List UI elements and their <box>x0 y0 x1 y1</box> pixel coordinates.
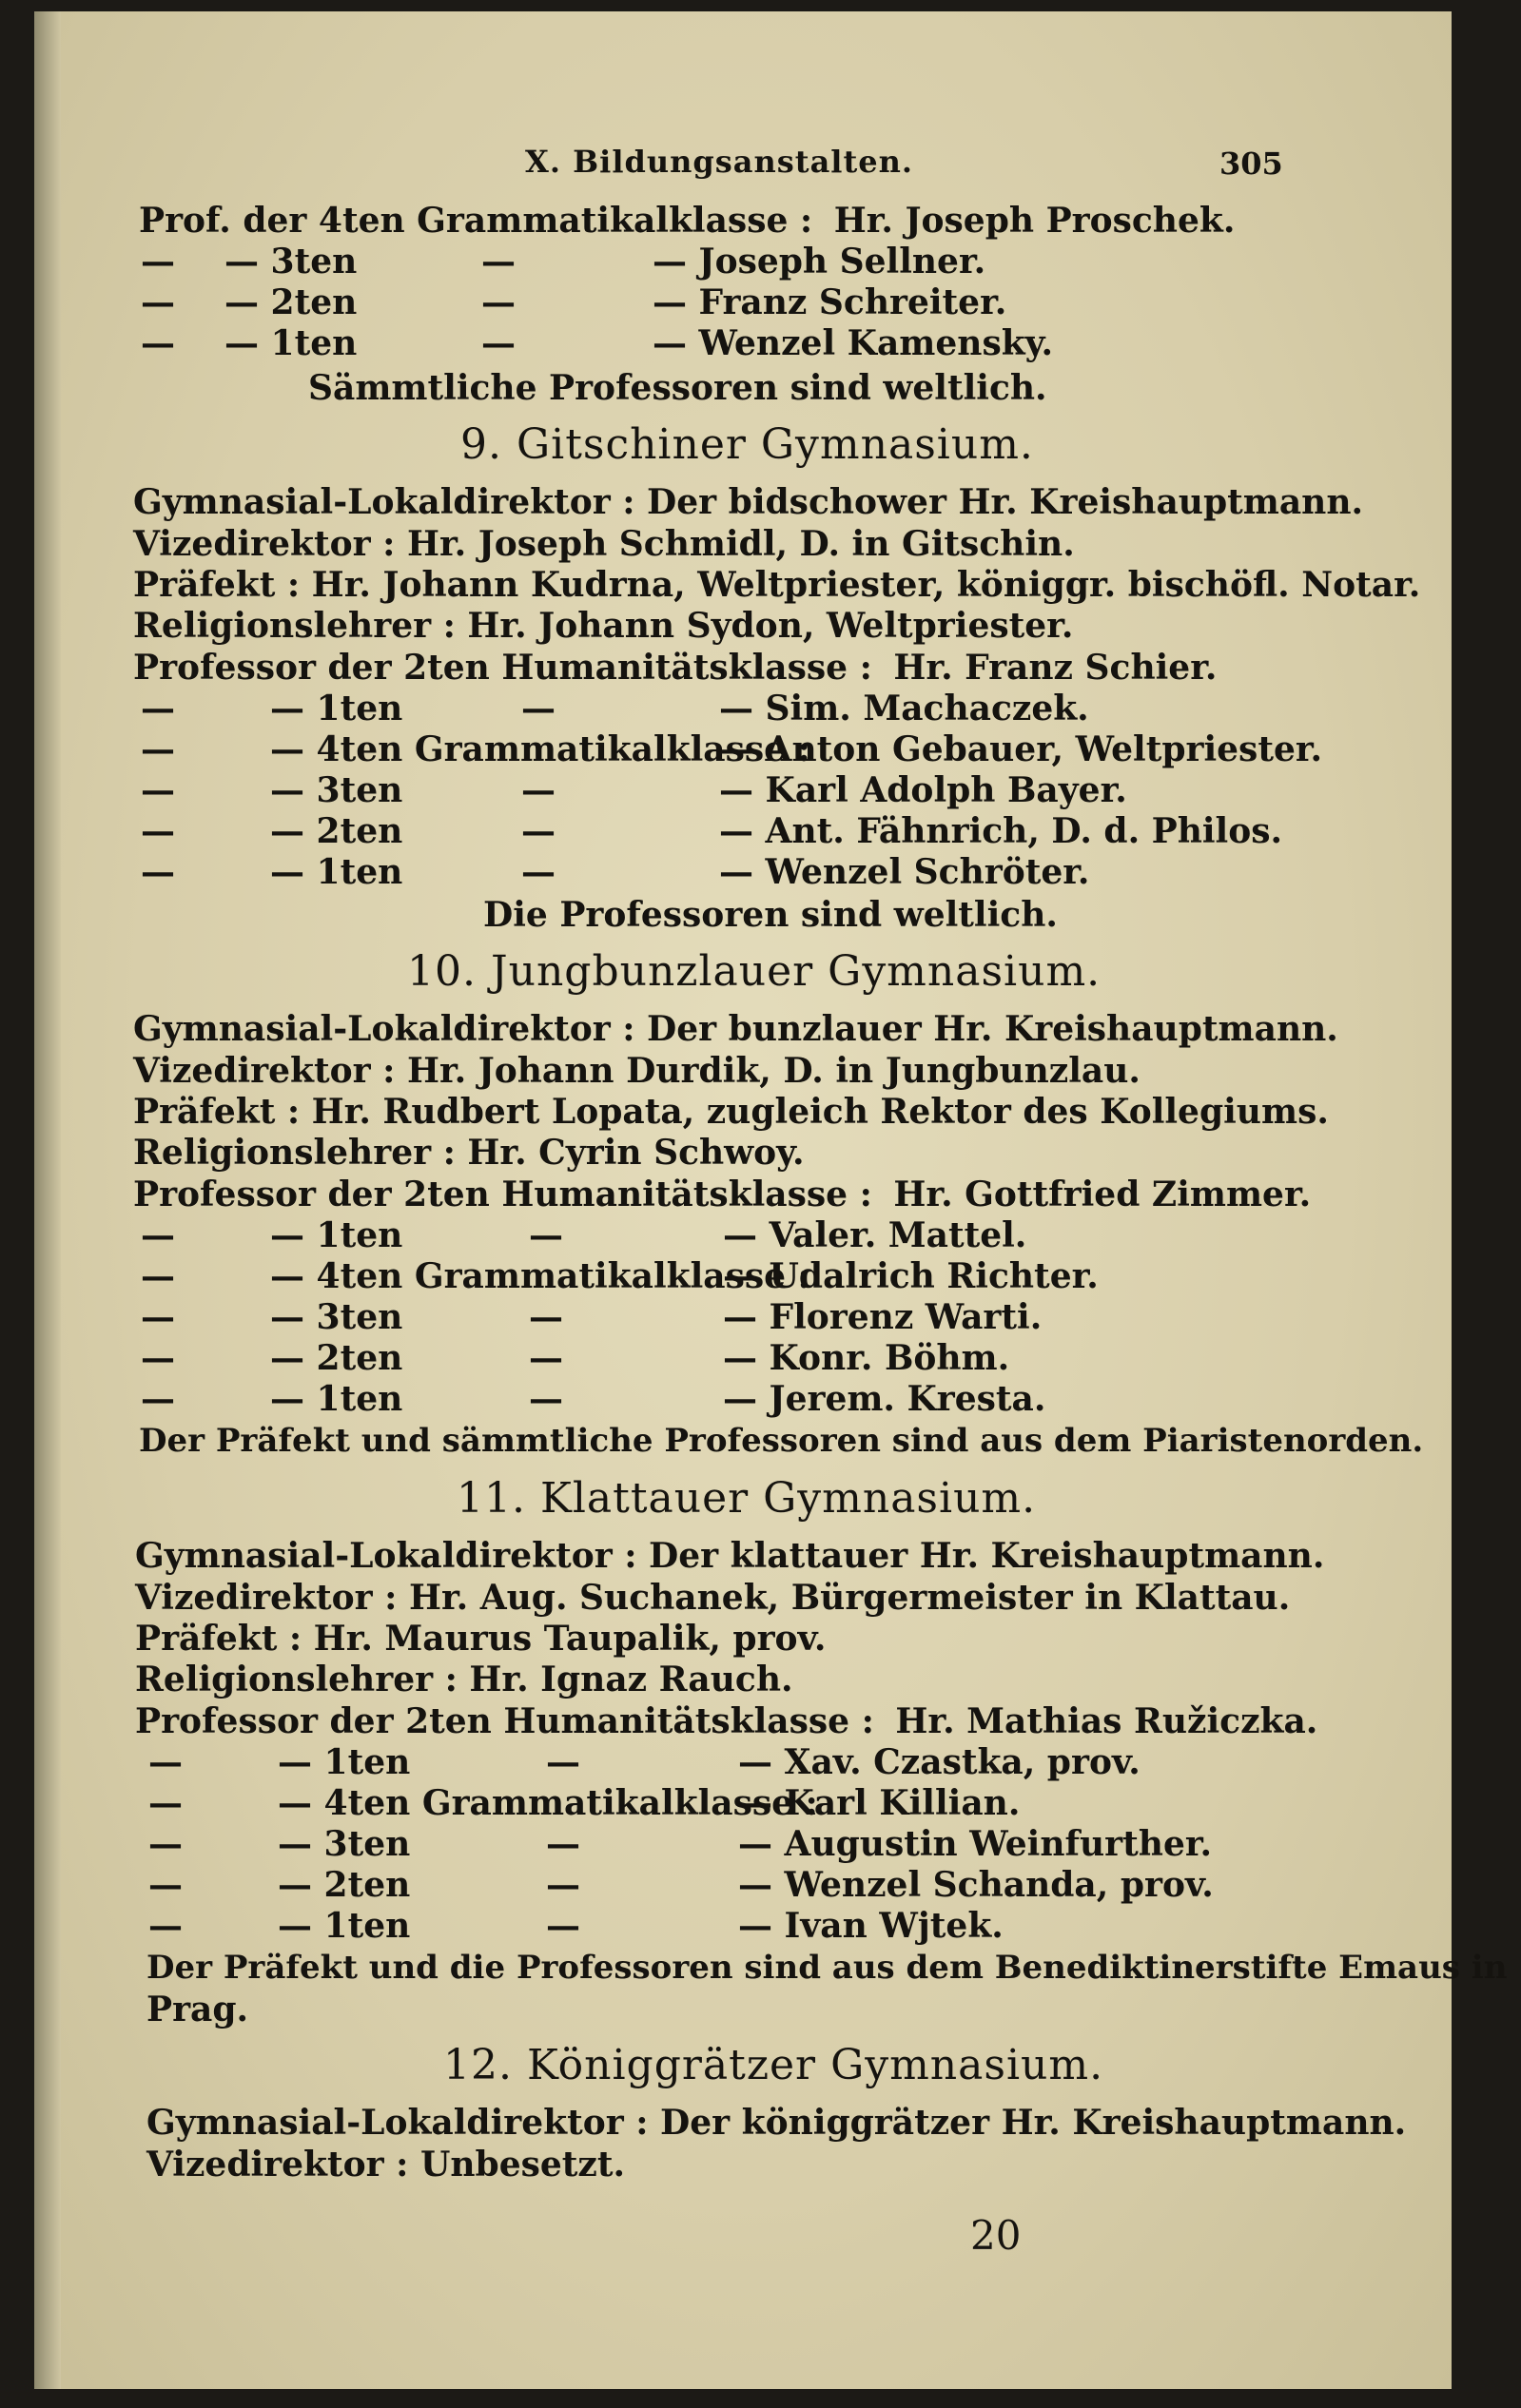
dash: — <box>521 770 556 810</box>
class-label: — 3ten <box>270 1297 403 1337</box>
dash: — <box>481 242 516 282</box>
dash: — <box>148 1906 183 1946</box>
teacher-name: — Wenzel Schanda, prov. <box>738 1865 1214 1905</box>
teacher-name: — Xav. Czastka, prov. <box>738 1742 1141 1782</box>
class-label: — 1ten <box>224 323 358 363</box>
top-row-1 <box>34 244 1452 282</box>
lokaldirektor-line: Gymnasial-Lokaldirektor : Der bidschower Hr. Kreishauptmann. <box>133 482 1364 522</box>
class-row <box>34 1865 1452 1906</box>
dash: — <box>141 852 175 892</box>
teacher-name: — Florenz Warti. <box>723 1297 1043 1337</box>
teacher-name: — Ant. Fähnrich, D. d. Philos. <box>719 811 1283 851</box>
top-note: Sämmtliche Professoren sind weltlich. <box>308 368 1047 408</box>
class-row <box>34 811 1452 852</box>
section-heading-11: 11. Klattauer Gymnasium. <box>457 1474 1037 1523</box>
professor-head <box>133 648 1218 688</box>
class-label: — 3ten <box>270 770 403 810</box>
dash: — <box>141 242 175 282</box>
teacher-name: — Konr. Böhm. <box>723 1338 1010 1378</box>
top-row-0 <box>139 201 1236 241</box>
teacher-name: — Augustin Weinfurther. <box>738 1824 1213 1864</box>
class-label: — 1ten <box>278 1742 411 1782</box>
vizedirektor-line: Vizedirektor : Hr. Johann Durdik, D. in Jungbunzlau. <box>133 1051 1141 1091</box>
class-row <box>34 852 1452 893</box>
page-number: 305 <box>1219 146 1283 182</box>
dash: — <box>141 770 175 810</box>
top-row-0-name: Hr. Joseph Proschek. <box>833 201 1236 241</box>
professor-head-label: Professor der 2ten Humanitätsklasse : <box>133 1175 872 1214</box>
dash: — <box>546 1824 580 1864</box>
top-row-3 <box>34 323 1452 364</box>
dash: — <box>141 1338 175 1378</box>
section-note: Die Professoren sind weltlich. <box>483 895 1058 935</box>
class-label: — 4ten Grammatikalklasse : <box>278 1783 818 1823</box>
dash: — <box>141 282 175 322</box>
teacher-name: — Ivan Wjtek. <box>738 1906 1004 1946</box>
religionslehrer-line: Religionslehrer : Hr. Johann Sydon, Weltpriester. <box>133 606 1074 646</box>
class-label: — 1ten <box>270 852 403 892</box>
dash: — <box>141 1256 175 1296</box>
teacher-name: — Karl Adolph Bayer. <box>719 770 1127 810</box>
class-label: — 2ten <box>270 1338 403 1378</box>
teacher-name: — Karl Killian. <box>738 1783 1021 1823</box>
teacher-name: — Joseph Sellner. <box>653 242 986 282</box>
vizedirektor-line: Vizedirektor : Hr. Aug. Suchanek, Bürgermeister in Klattau. <box>135 1578 1291 1618</box>
class-label: — 3ten <box>278 1824 411 1864</box>
class-row <box>34 1379 1452 1420</box>
class-label: — 3ten <box>224 242 358 282</box>
class-label: — 4ten Grammatikalklasse : <box>270 729 810 769</box>
class-row <box>34 1338 1452 1379</box>
page-gutter <box>34 11 61 2389</box>
religionslehrer-line: Religionslehrer : Hr. Ignaz Rauch. <box>135 1660 793 1699</box>
section-heading-9: 9. Gitschiner Gymnasium. <box>460 420 1034 469</box>
class-row <box>34 1215 1452 1256</box>
dash: — <box>529 1215 563 1255</box>
class-label: — 1ten <box>270 1379 403 1419</box>
dash: — <box>141 729 175 769</box>
section-heading-10: 10. Jungbunzlauer Gymnasium. <box>407 947 1102 996</box>
dash: — <box>148 1742 183 1782</box>
dash: — <box>546 1906 580 1946</box>
dash: — <box>521 852 556 892</box>
top-row-2 <box>34 282 1452 323</box>
dash: — <box>148 1865 183 1905</box>
teacher-name: — Franz Schreiter. <box>653 282 1007 322</box>
lokaldirektor-line: Gymnasial-Lokaldirektor : Der klattauer Hr. Kreishauptmann. <box>135 1536 1325 1576</box>
professor-head-name: Hr. Gottfried Zimmer. <box>893 1175 1312 1214</box>
teacher-name: — Anton Gebauer, Weltpriester. <box>719 729 1323 769</box>
dash: — <box>529 1338 563 1378</box>
professor-head-name: Hr. Mathias Ružiczka. <box>895 1701 1318 1741</box>
dash: — <box>141 1215 175 1255</box>
signature-mark: 20 <box>970 2212 1022 2259</box>
class-row <box>34 1742 1452 1783</box>
dash: — <box>481 323 516 363</box>
section-heading-12: 12. Königgrätzer Gymnasium. <box>443 2041 1104 2089</box>
class-row <box>34 1256 1452 1297</box>
vizedirektor-line: Vizedirektor : Hr. Joseph Schmidl, D. in Gitschin. <box>133 524 1075 564</box>
section-note: Der Präfekt und die Professoren sind aus dem Benediktinerstifte Emaus in <box>146 1949 1508 1987</box>
class-label: — 1ten <box>278 1906 411 1946</box>
class-label: — 1ten <box>270 1215 403 1255</box>
professor-head <box>133 1177 1311 1212</box>
dash: — <box>529 1379 563 1419</box>
professor-head-label: Professor der 2ten Humanitätsklasse : <box>135 1701 874 1741</box>
class-row <box>34 770 1452 811</box>
lokaldirektor-line: Gymnasial-Lokaldirektor : Der bunzlauer Hr. Kreishauptmann. <box>133 1009 1338 1049</box>
teacher-name: — Valer. Mattel. <box>723 1215 1027 1255</box>
dash: — <box>529 1297 563 1337</box>
class-row <box>34 691 1452 729</box>
class-label: — 2ten <box>224 282 358 322</box>
class-row <box>34 1783 1452 1824</box>
dash: — <box>546 1742 580 1782</box>
book-page <box>34 11 1508 2389</box>
professor-head <box>135 1701 1318 1741</box>
teacher-name: — Wenzel Kamensky. <box>653 323 1053 363</box>
teacher-name: — Wenzel Schröter. <box>719 852 1090 892</box>
dash: — <box>148 1783 183 1823</box>
class-row <box>34 729 1452 770</box>
religionslehrer-line: Religionslehrer : Hr. Cyrin Schwoy. <box>133 1133 805 1173</box>
lokaldirektor-line: Gymnasial-Lokaldirektor : Der königgrätzer Hr. Kreishauptmann. <box>146 2103 1407 2143</box>
teacher-name: — Udalrich Richter. <box>723 1256 1099 1296</box>
class-row <box>34 1906 1452 1947</box>
class-label: — 1ten <box>270 689 403 728</box>
praefekt-line: Präfekt : Hr. Johann Kudrna, Weltpriester, königgr. bischöfl. Notar. <box>133 565 1421 605</box>
section-note-cont: Prag. <box>146 1990 249 2029</box>
top-row-0-label: Prof. der 4ten Grammatikalklasse : <box>139 201 813 241</box>
dash: — <box>521 689 556 728</box>
class-row <box>34 1824 1452 1865</box>
class-label: — 2ten <box>278 1865 411 1905</box>
praefekt-line: Präfekt : Hr. Maurus Taupalik, prov. <box>135 1619 827 1659</box>
vizedirektor-line: Vizedirektor : Unbesetzt. <box>146 2145 625 2185</box>
dash: — <box>521 811 556 851</box>
professor-head-label: Professor der 2ten Humanitätsklasse : <box>133 648 872 688</box>
dash: — <box>141 811 175 851</box>
praefekt-line: Präfekt : Hr. Rudbert Lopata, zugleich Rektor des Kollegiums. <box>133 1092 1329 1132</box>
section-note: Der Präfekt und sämmtliche Professoren sind aus dem Piaristenorden. <box>139 1422 1424 1460</box>
dash: — <box>148 1824 183 1864</box>
teacher-name: — Sim. Machaczek. <box>719 689 1089 728</box>
class-label: — 4ten Grammatikalklasse : <box>270 1256 810 1296</box>
dash: — <box>141 323 175 363</box>
teacher-name: — Jerem. Kresta. <box>723 1379 1046 1419</box>
running-header: X. Bildungsanstalten. <box>525 144 913 180</box>
professor-head-name: Hr. Franz Schier. <box>893 648 1218 688</box>
dash: — <box>141 1379 175 1419</box>
dash: — <box>481 282 516 322</box>
class-label: — 2ten <box>270 811 403 851</box>
dash: — <box>141 689 175 728</box>
class-row <box>34 1297 1452 1338</box>
dash: — <box>546 1865 580 1905</box>
dash: — <box>141 1297 175 1337</box>
